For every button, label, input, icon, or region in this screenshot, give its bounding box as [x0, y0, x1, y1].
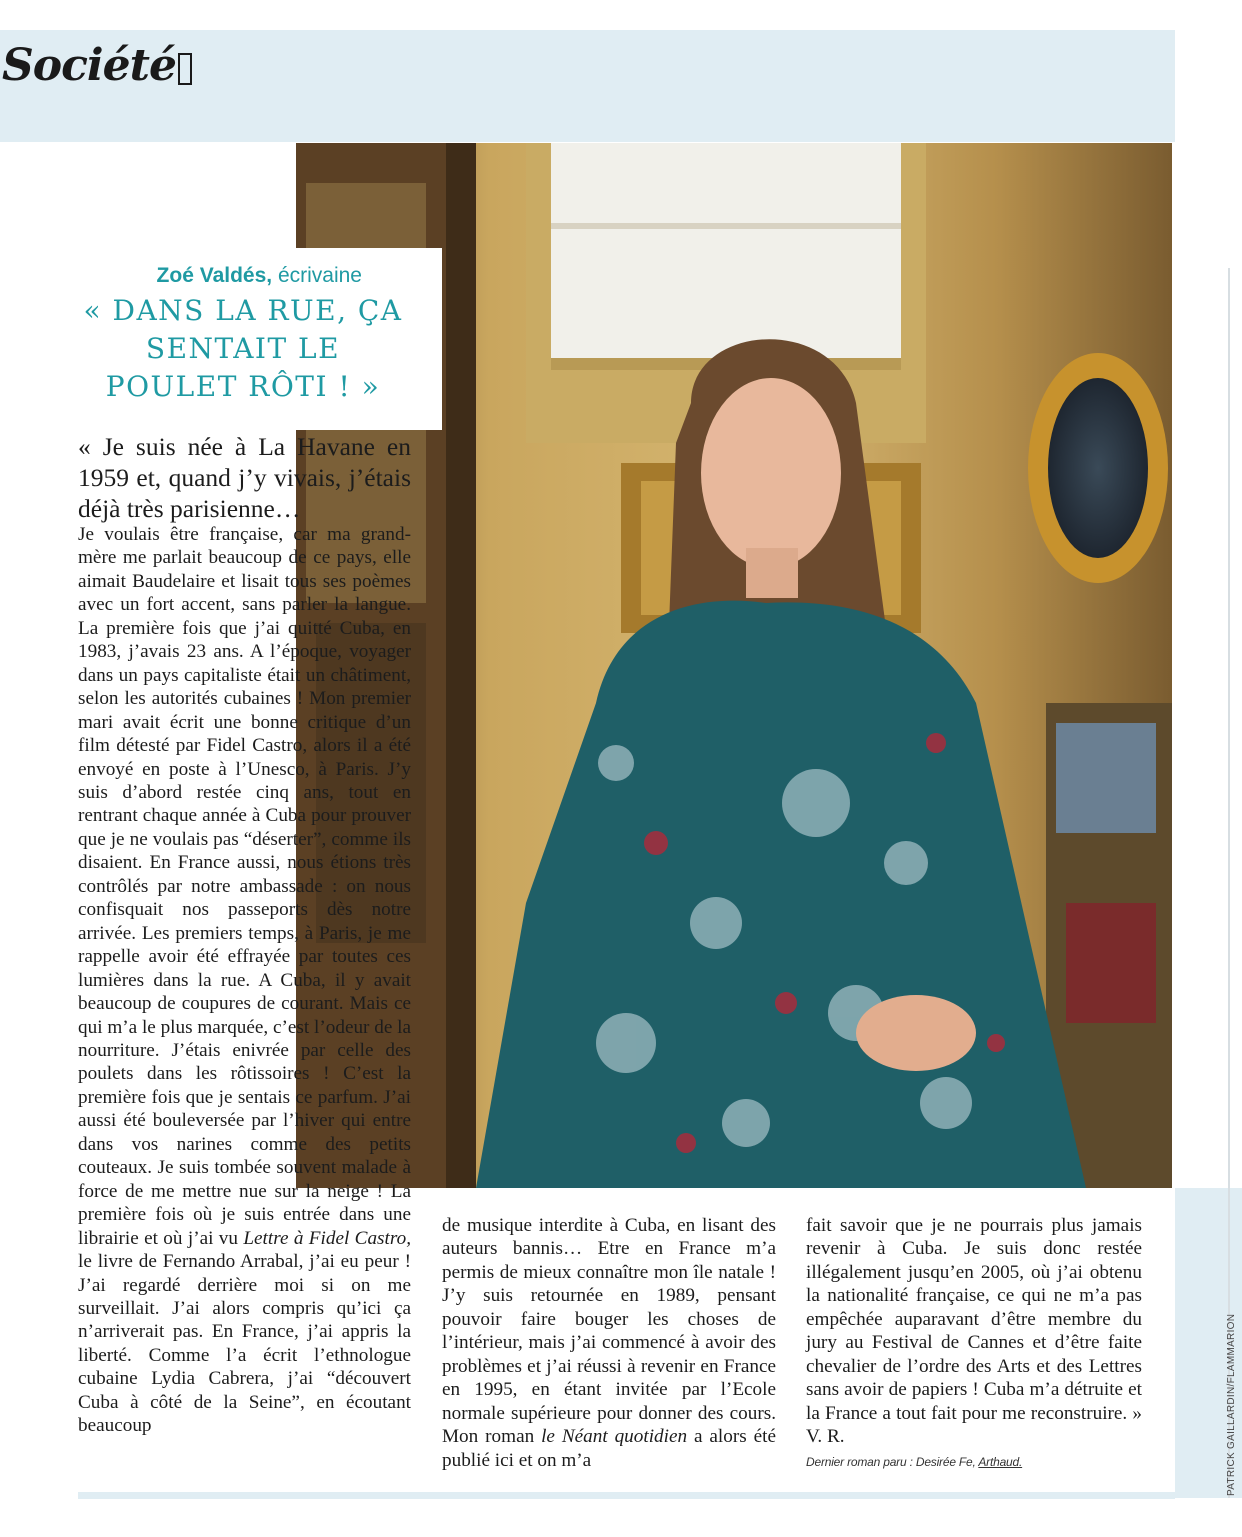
bottom-band: [78, 1492, 1175, 1499]
book-title-1: Lettre à Fidel Castro,: [243, 1227, 411, 1249]
byline: [0, 264, 362, 288]
body-column-3: [806, 1214, 1142, 1449]
col2-text-a: de musique interdite à Cuba, en lisant des auteurs bannis… Etre en France m’a permis de mieux connaître mon île natale ! J’y suis retournée en 1989, pensant pouvoir faire bouger les choses de l’intérieur, mais j’ai commencé à avoir des problèmes et j’ai réussi à revenir en France en 1995, en étant invitée par l’Ecole normale supérieure pour donner des cours. Mon roman: [442, 1215, 776, 1448]
headline: « DANS LA RUE, ÇA SENTAIT LE POULET RÔTI ! »: [83, 294, 403, 403]
col1-text-b: le livre de Fernando Arrabal, j’ai eu peur ! J’ai regardé derrière moi si on me surveillait. J’ai alors compris qu’ici ça n’arriverait pas. En France, j’ai appris la liberté. Comme l’a écrit l’ethnologue cubaine Lydia Cabrera, j’ai “découvert Cuba à côté de la Seine”, en écoutant beaucoup: [78, 1251, 411, 1437]
author-role: écrivaine: [272, 264, 362, 287]
col2-text-b: a alors été publié ici et on m’a: [442, 1426, 776, 1471]
col1-text-a: Je voulais être française, car ma grand-mère me parlait beaucoup de ce pays, elle aimait Baudelaire et lisait tous ses poèmes avec un fort accent, sans parler la langue. La première fois que j’ai quitté Cuba, en 1983, j’avais 23 ans. A l’époque, voyager dans un pays capitaliste était un châtiment, selon les autorités cubaines ! Mon premier mari avait écrit une bonne critique d’un film détesté par Fidel Castro, alors il a été envoyé en poste à l’Unesco, à Paris. J’y suis d’abord restée cinq ans, tout en rentrant chaque année à Cuba pour prouver que je ne voulais pas “déserter”, comme ils disaient. En France aussi, nous étions très contrôlés par notre ambassade : on nous confisquait nos passeports dès notre arrivée. Les premiers temps, à Paris, je me rappelle avoir été effrayée par toutes ces lumières dans la rue. A Cuba, il y avait beaucoup de coupures de courant. Mais ce qui m’a le plus marquée, c’est l’odeur de la nourriture. J’étais enivrée par celle des poulets dans les rôtissoires ! C’est la première fois que je sentais ce parfum. J’ai aussi été bouleversée par l’hiver qui entre dans vos narines comme des petits couteaux. Je suis tombée souvent malade à force de me mettre nue sur la neige ! La première fois où je suis entrée dans une librairie et où j’ai vu: [78, 524, 411, 1249]
section-title-box: [178, 53, 192, 85]
photo-credit: PATRICK GAILLARDIN/FLAMMARION: [1226, 1313, 1237, 1496]
body-column-2: [442, 1214, 776, 1472]
section-title: Société: [2, 40, 192, 91]
body-column-1: [78, 523, 411, 1438]
book-note: [806, 1455, 1022, 1469]
lead-paragraph: « Je suis née à La Havane en 1959 et, quand j’y vivais, j’étais déjà très parisienne…: [78, 432, 411, 523]
book-title-2: le Néant quotidien: [541, 1426, 688, 1448]
book-note-label: Dernier roman paru : Desirée Fe,: [806, 1455, 979, 1469]
col3-text: fait savoir que je ne pourrais plus jamais revenir à Cuba. Je suis donc restée illégalement jusqu’en 2005, où j’ai obtenu la nationalité française, ce qui ne m’a pas empêchée auparavant d’être membre du jury au Festival de Cannes et d’être faite chevalier de l’ordre des Arts et des Lettres sans avoir de papiers ! Cuba m’a détruite et la France a tout fait pour me reconstruire. » V. R.: [806, 1215, 1142, 1448]
book-note-publisher: Arthaud.: [978, 1455, 1023, 1469]
author-name: Zoé Valdés,: [156, 264, 273, 287]
